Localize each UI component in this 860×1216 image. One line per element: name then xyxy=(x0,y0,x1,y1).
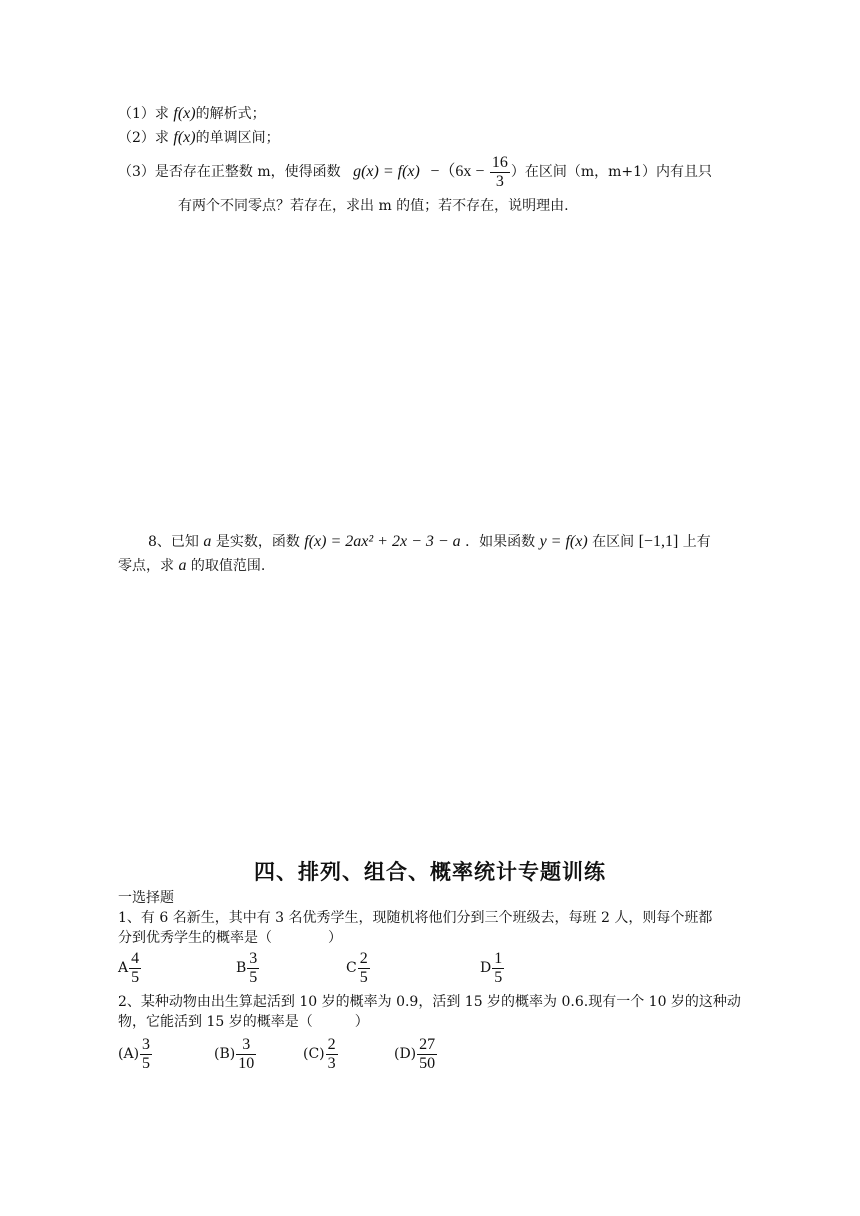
q1-prefix: （1）求 xyxy=(118,106,169,122)
q3-expr: g(x) = f(x) xyxy=(353,163,420,180)
q-2-option-c[interactable] xyxy=(303,1034,339,1074)
q3-prefix: （3）是否存在正整数 m，使得函数 xyxy=(118,164,341,180)
q-1-option-b[interactable] xyxy=(236,948,260,988)
option-label: A xyxy=(118,960,129,976)
q-2-option-d[interactable] xyxy=(394,1034,438,1074)
option-den: 50 xyxy=(419,1054,436,1072)
q3-frac-den: 3 xyxy=(495,172,504,190)
q-1-option-a[interactable] xyxy=(118,948,142,988)
option-num: 2 xyxy=(327,1035,336,1053)
p8-text-a: 8、已知 xyxy=(148,534,199,550)
option-den: 5 xyxy=(494,968,503,986)
q-1-option-d[interactable] xyxy=(480,948,505,988)
p8-interval: [−1,1] xyxy=(638,533,679,550)
option-den: 3 xyxy=(327,1054,336,1072)
option-num: 4 xyxy=(131,949,140,967)
option-den: 5 xyxy=(359,968,368,986)
q3-suffix: ）在区间（m，m+1）内有且只 xyxy=(510,164,713,180)
q2-suffix: 的单调区间； xyxy=(195,130,280,146)
q-2-line2: 物，它能活到 15 岁的概率是（ ） xyxy=(118,1014,369,1030)
q-2-option-a[interactable] xyxy=(118,1034,153,1074)
option-label: C xyxy=(346,960,357,976)
option-den: 10 xyxy=(238,1054,255,1072)
option-num: 3 xyxy=(236,1036,256,1055)
q3-fraction xyxy=(490,154,510,191)
p8-line2-var: a xyxy=(178,557,187,574)
q1-line xyxy=(118,104,266,124)
p8-text-e: 上有 xyxy=(682,534,711,550)
option-label: (B) xyxy=(214,1046,236,1062)
q3-minus: −（6x − xyxy=(430,163,485,180)
q-1-option-c[interactable] xyxy=(346,948,371,988)
q3-line2: 有两个不同零点？若存在，求出 m 的值；若不存在，说明理由. xyxy=(178,198,569,214)
p8-text-d: 在区间 xyxy=(592,534,635,550)
q3-line xyxy=(118,152,712,192)
q1-func: f(x) xyxy=(173,105,196,122)
option-num: 27 xyxy=(419,1035,436,1053)
section-title: 四、排列、组合、概率统计专题训练 xyxy=(254,860,606,884)
option-num: 3 xyxy=(249,949,258,967)
p8-var-a: a xyxy=(203,533,212,550)
q3-frac-num: 16 xyxy=(491,153,508,171)
q2-line xyxy=(118,128,280,148)
q-1-line2: 分到优秀学生的概率是（ ） xyxy=(118,930,342,946)
q-2-option-b[interactable] xyxy=(214,1034,257,1074)
option-label: (D) xyxy=(394,1046,417,1062)
section-subtitle: 一选择题 xyxy=(118,890,174,906)
problem8-line1 xyxy=(148,532,711,552)
option-num: 2 xyxy=(359,949,368,967)
q-2-line1: 2、某种动物由出生算起活到 10 岁的概率为 0.9，活到 15 岁的概率为 0.6.现有一个 10 岁的这种动 xyxy=(118,994,741,1010)
q-1-line1: 1、有 6 名新生，其中有 3 名优秀学生，现随机将他们分到三个班级去，每班 2 人，则每个班都 xyxy=(118,910,713,926)
q1-suffix: 的解析式； xyxy=(195,106,266,122)
p8-line2-b: 的取值范围. xyxy=(190,558,266,574)
option-den: 5 xyxy=(131,968,140,986)
option-num: 3 xyxy=(142,1035,151,1053)
q2-prefix: （2）求 xyxy=(118,130,169,146)
q2-func: f(x) xyxy=(173,129,196,146)
option-label: B xyxy=(236,960,247,976)
p8-func2: y = f(x) xyxy=(539,533,588,550)
option-den: 5 xyxy=(249,968,258,986)
option-label: (C) xyxy=(303,1046,325,1062)
option-num: 1 xyxy=(494,949,503,967)
p8-text-c: ．如果函数 xyxy=(465,534,536,550)
p8-line2-a: 零点，求 xyxy=(118,558,174,574)
option-den: 5 xyxy=(142,1054,151,1072)
p8-text-b: 是实数，函数 xyxy=(215,534,300,550)
problem8-line2 xyxy=(118,556,265,576)
p8-func: f(x) = 2ax² + 2x − 3 − a xyxy=(304,533,461,550)
option-label: (A) xyxy=(118,1046,140,1062)
option-label: D xyxy=(480,960,492,976)
